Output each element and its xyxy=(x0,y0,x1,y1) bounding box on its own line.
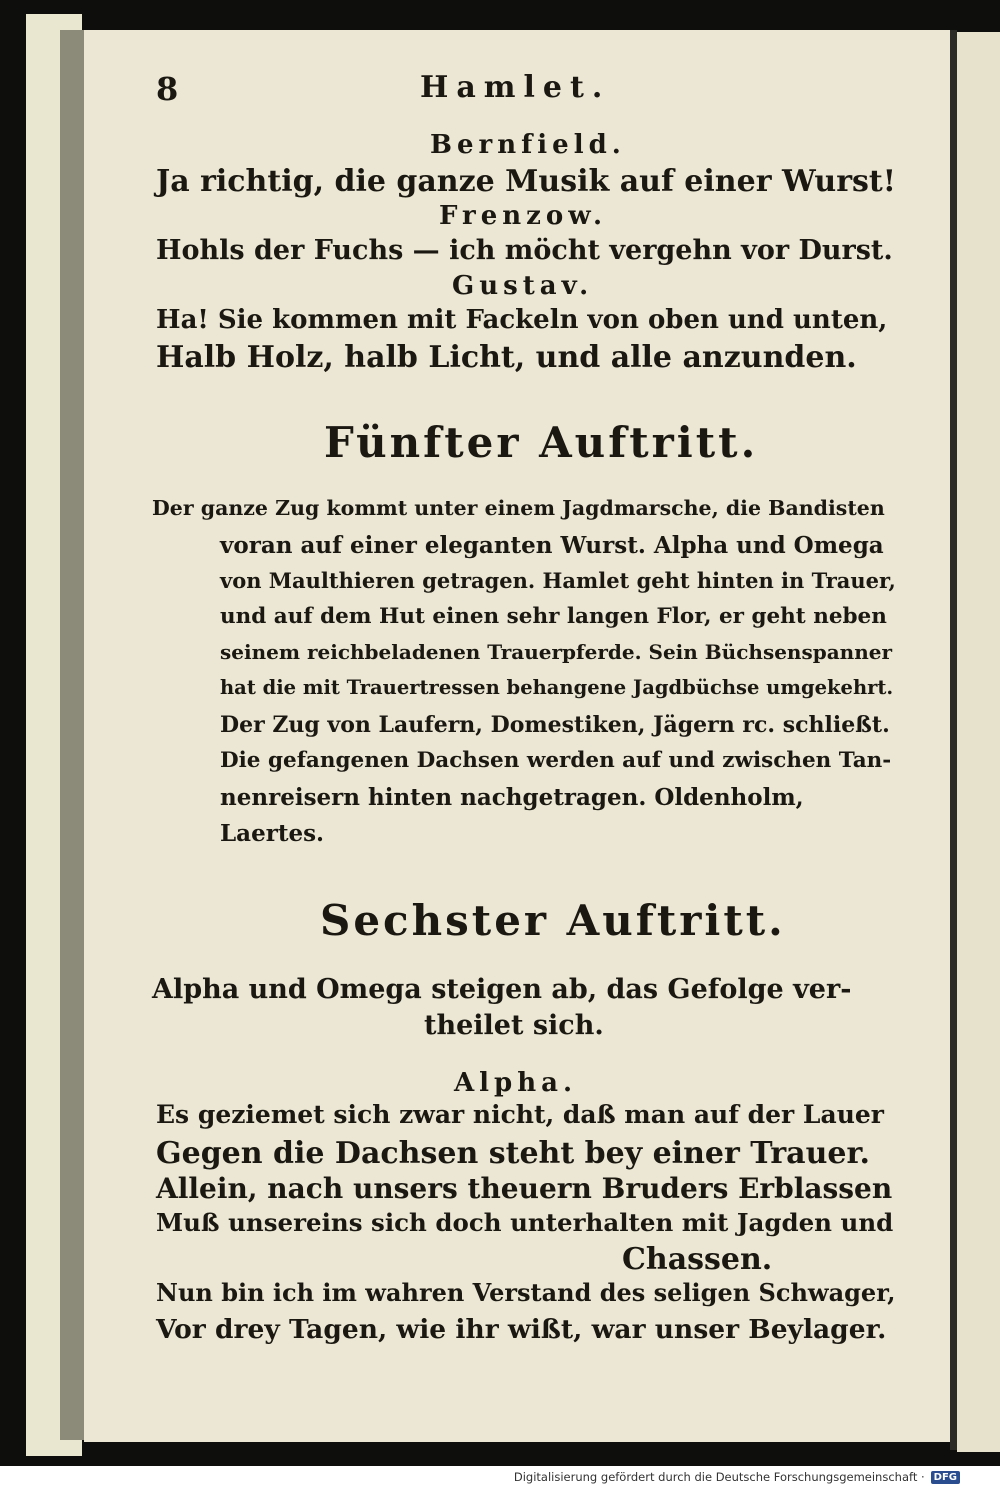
verse-line: Allein, nach unsers theuern Bruders Erblassen xyxy=(156,1172,893,1205)
stage-direction-line: von Maulthieren getragen. Hamlet geht hinten in Trauer, xyxy=(220,568,896,593)
dfg-logo: DFG xyxy=(931,1471,960,1484)
stage-direction-line: und auf dem Hut einen sehr langen Flor, er geht neben xyxy=(220,604,887,629)
stage-direction-line: seinem reichbeladenen Trauerpferde. Sein Büchsenspanner xyxy=(220,640,893,664)
verse-line-continuation: Chassen. xyxy=(622,1242,773,1277)
scene-heading-6: Sechster Auftritt. xyxy=(320,896,786,945)
speaker-bernfield: Bernfield. xyxy=(430,130,626,160)
stage-direction-line: hat die mit Trauertressen behangene Jagdbüchse umgekehrt. xyxy=(220,676,894,699)
stage-direction-line: Der ganze Zug kommt unter einem Jagdmarsche, die Bandisten xyxy=(152,496,885,520)
verse-line: Es geziemet sich zwar nicht, daß man auf der Lauer xyxy=(156,1100,884,1129)
verse-line: Ha! Sie kommen mit Fackeln von oben und unten, xyxy=(156,305,888,335)
verse-line: Gegen die Dachsen steht bey einer Trauer. xyxy=(156,1136,870,1171)
stage-direction-line: Laertes. xyxy=(220,820,325,847)
stage-direction-line: nenreisern hinten nachgetragen. Oldenholm, xyxy=(220,784,804,811)
verse-line: Vor drey Tagen, wie ihr wißt, war unser Beylager. xyxy=(156,1314,887,1345)
book-edge-shadow xyxy=(60,30,84,1440)
speaker-frenzow: Frenzow. xyxy=(439,201,608,231)
speaker-gustav: Gustav. xyxy=(452,271,594,301)
stage-direction-line: Die gefangenen Dachsen werden auf und zwischen Tan- xyxy=(220,748,892,773)
scene-heading-5: Fünfter Auftritt. xyxy=(324,418,759,467)
page-number: 8 xyxy=(156,70,179,108)
digitization-footer xyxy=(514,1468,960,1486)
verse-line: Nun bin ich im wahren Verstand des seligen Schwager, xyxy=(156,1278,896,1307)
stage-direction-line: theilet sich. xyxy=(424,1010,604,1041)
book-page xyxy=(84,30,950,1442)
gutter xyxy=(950,30,957,1450)
stage-direction-line: Alpha und Omega steigen ab, das Gefolge ver- xyxy=(152,974,852,1005)
running-head: Hamlet. xyxy=(420,70,611,105)
stage-direction-line: Der Zug von Laufern, Domestiken, Jägern rc. schließt. xyxy=(220,712,890,738)
verse-line: Hohls der Fuchs — ich möcht vergehn vor Durst. xyxy=(156,235,893,266)
stage-direction-line: voran auf einer eleganten Wurst. Alpha und Omega xyxy=(220,532,884,559)
next-page-edge xyxy=(957,32,1000,1452)
speaker-alpha: Alpha. xyxy=(454,1068,578,1098)
verse-line: Ja richtig, die ganze Musik auf einer Wurst! xyxy=(156,164,896,199)
footer-credit: Digitalisierung gefördert durch die Deutsche Forschungsgemeinschaft · xyxy=(513,1470,925,1484)
verse-line: Muß unsereins sich doch unterhalten mit Jagden und xyxy=(156,1208,894,1237)
verse-line: Halb Holz, halb Licht, und alle anzunden. xyxy=(156,340,857,375)
